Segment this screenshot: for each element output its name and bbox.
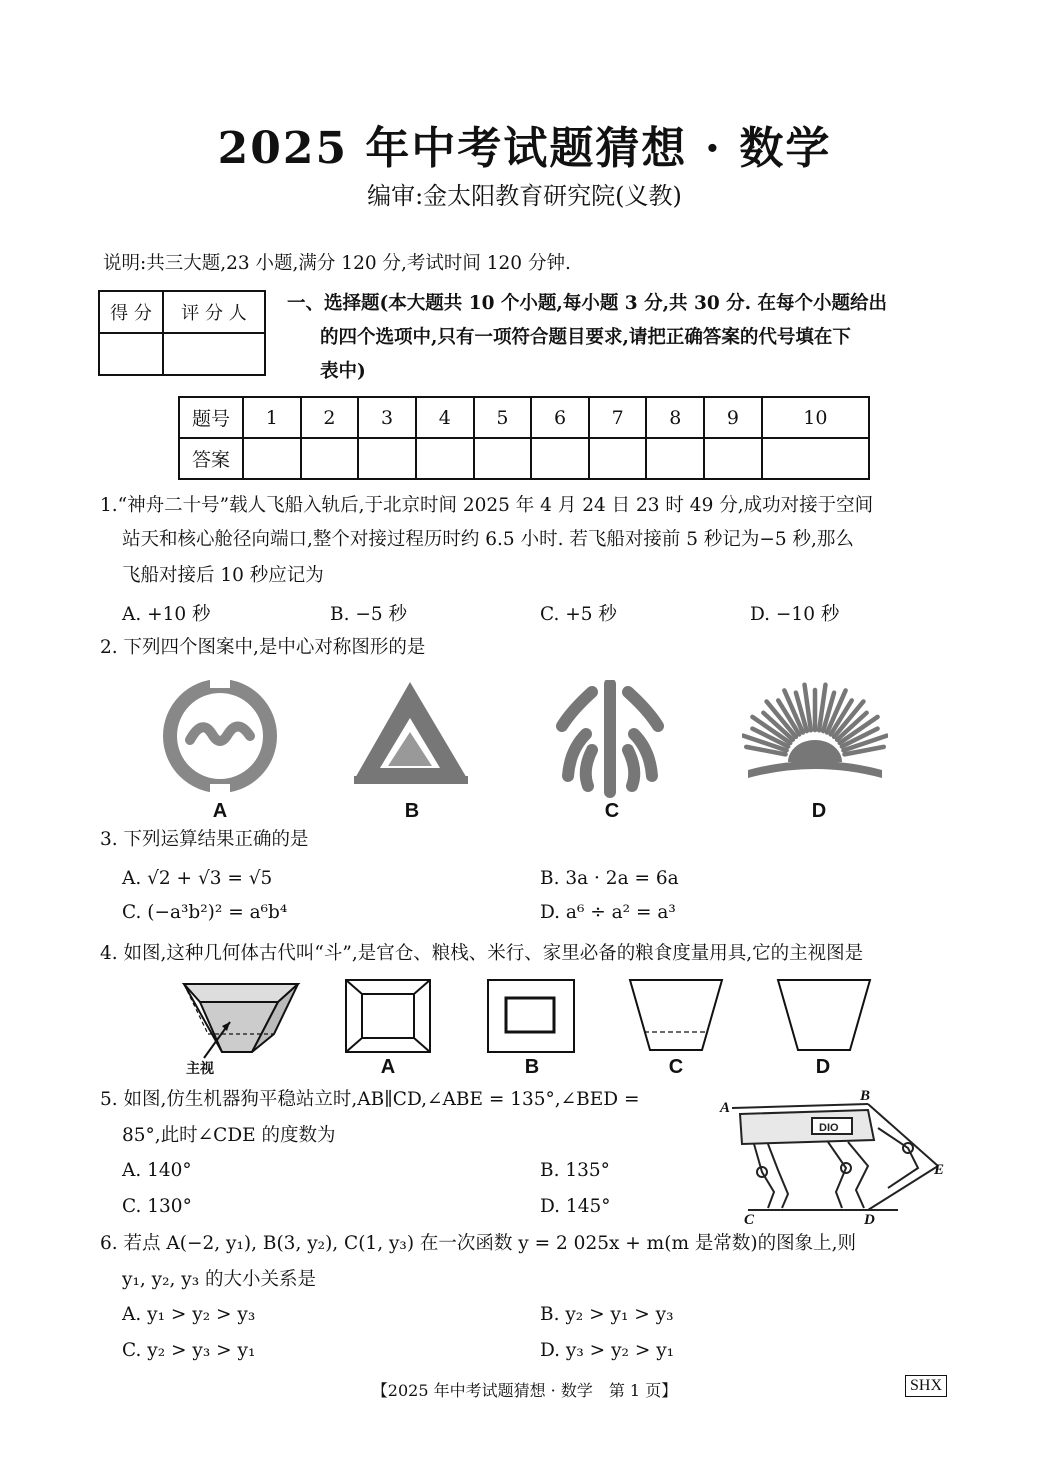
paper-code: SHX (905, 1375, 947, 1397)
q4-label-c: C (668, 1056, 684, 1078)
q4-label-d: D (815, 1056, 831, 1078)
q3-option-b: B. 3a · 2a = 6a (540, 868, 679, 889)
q4-option-c-figure (628, 978, 724, 1054)
q1-option-d: D. −10 秒 (750, 604, 840, 625)
q6-option-b: B. y₂ > y₁ > y₃ (540, 1304, 674, 1325)
q2-figure-d (742, 680, 888, 792)
question-number: 8 (646, 397, 704, 438)
q2-figure-b (352, 680, 470, 786)
point-label-d: D (864, 1212, 875, 1228)
q5-option-a: A. 140° (122, 1160, 192, 1181)
answer-cell[interactable] (762, 438, 869, 479)
q1-option-a: A. +10 秒 (122, 604, 211, 625)
q5-option-b: B. 135° (540, 1160, 610, 1181)
q1-option-b: B. −5 秒 (330, 604, 408, 625)
section1-line2: 的四个选项中,只有一项符合题目要求,请把正确答案的代号填在下 (320, 327, 851, 348)
q2-label-a: A (212, 800, 228, 822)
q3-option-c: C. (−a³b²)² = a⁶b⁴ (122, 902, 288, 923)
page-title: 2025 年中考试题猜想 · 数学 (217, 123, 832, 174)
q6-line1: 6. 若点 A(−2, y₁), B(3, y₂), C(1, y₃) 在一次函数 y = 2 025x + m(m 是常数)的图象上,则 (100, 1233, 856, 1254)
instructions: 说明:共三大题,23 小题,满分 120 分,考试时间 120 分钟. (103, 253, 571, 274)
question-number: 10 (762, 397, 869, 438)
q4-label-a: A (380, 1056, 396, 1078)
q4-stem: 4. 如图,这种几何体古代叫“斗”,是官仓、粮栈、米行、家里必备的粮食度量用具,它的主视图是 (100, 943, 864, 964)
question-number: 1 (243, 397, 301, 438)
q5-option-d: D. 145° (540, 1196, 611, 1217)
q2-stem: 2. 下列四个图案中,是中心对称图形的是 (100, 637, 426, 658)
q2-figure-a (160, 678, 280, 796)
q3-stem: 3. 下列运算结果正确的是 (100, 829, 309, 850)
q2-label-b: B (404, 800, 420, 822)
q5-option-c: C. 130° (122, 1196, 192, 1217)
question-number: 3 (358, 397, 416, 438)
question-number: 6 (531, 397, 589, 438)
point-label-b: B (860, 1088, 871, 1104)
grader-cell[interactable] (163, 333, 265, 375)
point-label-c: C (744, 1212, 755, 1228)
section1-line3: 表中) (320, 361, 366, 382)
answer-table-row1-label: 题号 (179, 397, 243, 438)
q3-option-d: D. a⁶ ÷ a² = a³ (540, 902, 676, 923)
answer-cell[interactable] (243, 438, 301, 479)
q5-line2: 85°,此时∠CDE 的度数为 (122, 1125, 336, 1146)
question-number: 2 (301, 397, 359, 438)
q6-line2: y₁, y₂, y₃ 的大小关系是 (122, 1269, 317, 1290)
q4-view-label: 主视 (186, 1061, 214, 1077)
q1-line3: 飞船对接后 10 秒应记为 (122, 565, 324, 586)
q4-frustum-figure (180, 976, 304, 1070)
robot-body-text: DIO (819, 1122, 839, 1134)
answer-cell[interactable] (704, 438, 762, 479)
q4-option-b-figure (486, 978, 576, 1054)
q4-label-b: B (524, 1056, 540, 1078)
answer-table-row2-label: 答案 (179, 438, 243, 479)
q4-option-a-figure (344, 978, 432, 1054)
score-cell[interactable] (99, 333, 163, 375)
q6-option-c: C. y₂ > y₃ > y₁ (122, 1340, 256, 1361)
score-label: 得 分 (99, 291, 163, 333)
q6-option-d: D. y₃ > y₂ > y₁ (540, 1340, 675, 1361)
q5-robot-dog-figure (718, 1088, 952, 1228)
q1-option-c: C. +5 秒 (540, 604, 617, 625)
section1-line1: 一、选择题(本大题共 10 个小题,每小题 3 分,共 30 分. 在每个小题给出 (287, 293, 888, 314)
answer-cell[interactable] (474, 438, 532, 479)
point-label-e: E (934, 1162, 945, 1178)
page-footer: 【2025 年中考试题猜想 · 数学 第 1 页】 (371, 1381, 678, 1400)
answer-cell[interactable] (531, 438, 589, 479)
grader-label: 评 分 人 (163, 291, 265, 333)
q6-option-a: A. y₁ > y₂ > y₃ (122, 1304, 256, 1325)
q2-label-d: D (811, 800, 827, 822)
question-number: 7 (589, 397, 647, 438)
question-number: 5 (474, 397, 532, 438)
question-number: 9 (704, 397, 762, 438)
answer-cell[interactable] (301, 438, 359, 479)
q5-line1: 5. 如图,仿生机器狗平稳站立时,AB∥CD,∠ABE = 135°,∠BED = (100, 1089, 640, 1110)
answer-cell[interactable] (646, 438, 704, 479)
q1-line1: 1.“神舟二十号”载人飞船入轨后,于北京时间 2025 年 4 月 24 日 23 时 49 分,成功对接于空间 (100, 495, 874, 516)
answer-cell[interactable] (358, 438, 416, 479)
q4-option-d-figure (776, 978, 872, 1054)
q2-figure-c (552, 680, 668, 798)
q3-option-a: A. √2 + √3 = √5 (122, 868, 273, 889)
q1-line2: 站天和核心舱径向端口,整个对接过程历时约 6.5 小时. 若飞船对接前 5 秒记为−5 秒,那么 (122, 529, 854, 550)
question-number: 4 (416, 397, 474, 438)
score-box (98, 290, 266, 376)
editor-line: 编审:金太阳教育研究院(义教) (367, 182, 682, 210)
answer-cell[interactable] (416, 438, 474, 479)
q2-label-c: C (604, 800, 620, 822)
answer-table (178, 396, 870, 480)
point-label-a: A (720, 1100, 731, 1116)
answer-cell[interactable] (589, 438, 647, 479)
